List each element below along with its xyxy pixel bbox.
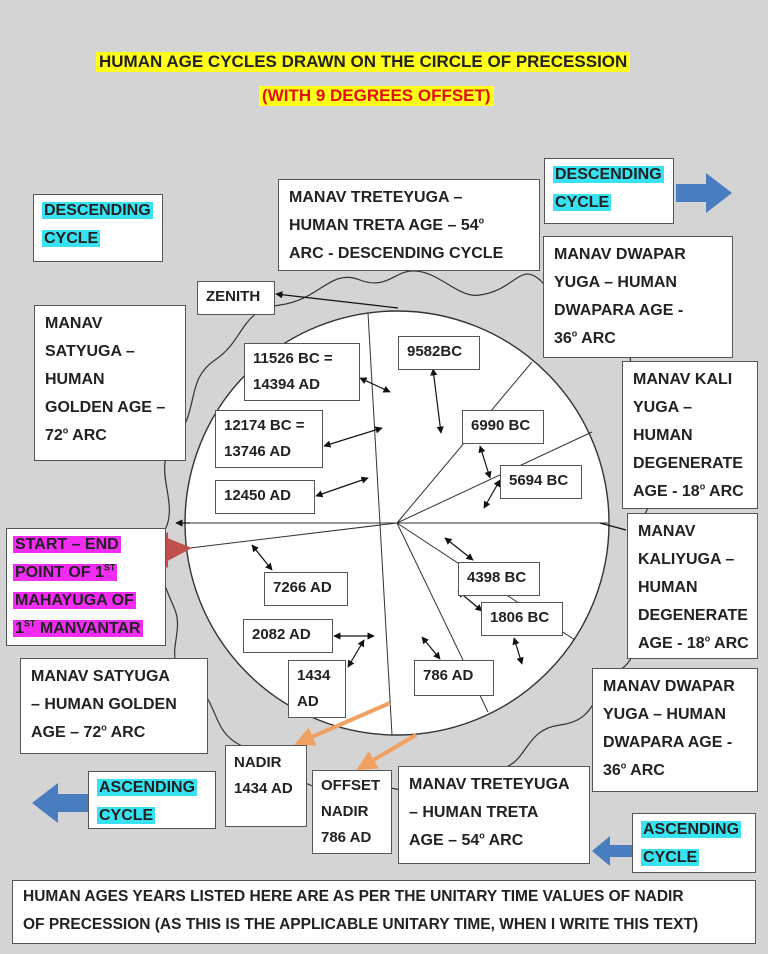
dwapar-age-bottom-box [592, 668, 758, 792]
date-12450ad-box: 12450 AD [215, 480, 315, 514]
kali-bottom-line2: KALIYUGA – [638, 551, 735, 568]
satya-bottom-line1: MANAV SATYUGA [31, 668, 170, 685]
offset-nadir-orange-arrow [360, 735, 416, 768]
treta-top-line3: ARC - DESCENDING CYCLE [289, 245, 504, 262]
dwapar-top-degrees: 36 [554, 330, 572, 347]
degree-sign: o [62, 425, 69, 436]
nadir-line2: 1434 AD [234, 780, 293, 797]
treta-age-bottom-box [398, 766, 590, 864]
dwapar-top-arc: ARC [581, 330, 616, 347]
treta-bottom-line2: – HUMAN TRETA [409, 804, 539, 821]
satya-bottom-arc: ARC [110, 724, 146, 741]
date-12174bc-line1: 12174 BC = [224, 417, 305, 434]
kali-bottom-degrees: AGE - 18 [638, 635, 705, 652]
date-4398bc-box: 4398 BC [458, 562, 540, 596]
date-11526bc-line1: 11526 BC = [253, 350, 333, 367]
start-end-line4-text: MANVANTAR [35, 620, 141, 637]
nadir-line1: NADIR [234, 754, 282, 771]
offset-nadir-line3: 786 AD [321, 829, 372, 846]
date-12174bc-line2: 13746 AD [224, 443, 291, 460]
kali-top-line1: MANAV KALI [633, 371, 733, 388]
footer-note-box [12, 880, 756, 944]
descending-cycle-left-line2: CYCLE [44, 230, 99, 247]
ascending-cycle-right-box [632, 813, 756, 873]
kali-bottom-line3: HUMAN [638, 579, 698, 596]
date-12174bc-box [215, 410, 323, 468]
treta-top-line1: MANAV TRETEYUGA – [289, 189, 463, 206]
ascending-right-arrow [592, 836, 632, 866]
satya-top-line1: MANAV [45, 315, 103, 332]
date-5694bc-box: 5694 BC [500, 465, 582, 499]
footer-line2: OF PRECESSION (AS THIS IS THE APPLICABLE UNITARY TIME, WHEN I WRITE THIS TEXT) [23, 916, 699, 933]
dwapar-top-line1: MANAV DWAPAR [554, 246, 686, 263]
nadir-box [225, 745, 307, 827]
satya-age-top-box [34, 305, 186, 461]
date-2082ad-box: 2082 AD [243, 619, 333, 653]
treta-top-line2 [289, 212, 529, 240]
descending-cycle-left-line1: DESCENDING [44, 202, 151, 219]
satya-bottom-line2: – HUMAN GOLDEN [31, 696, 177, 713]
ascending-cycle-right-line2: CYCLE [643, 849, 698, 866]
start-end-ordinal: ST [103, 562, 116, 573]
start-end-box [6, 528, 166, 646]
ascending-cycle-right-line1: ASCENDING [643, 821, 740, 838]
kali-bottom-line1: MANAV [638, 523, 696, 540]
offset-nadir-line2: NADIR [321, 803, 369, 820]
degree-sign: o [479, 830, 485, 841]
date-7266ad-box: 7266 AD [264, 572, 348, 606]
kali-top-line4: DEGENERATE [633, 455, 743, 472]
degree-sign: o [101, 722, 107, 733]
dwapar-bottom-line2: YUGA – HUMAN [603, 706, 726, 723]
diagram-title: HUMAN AGE CYCLES DRAWN ON THE CIRCLE OF PRECESSION [96, 52, 630, 72]
dwapar-top-line3: DWAPARA AGE - [554, 302, 684, 319]
dwapar-bottom-line1: MANAV DWAPAR [603, 678, 735, 695]
dwapar-top-line2: YUGA – HUMAN [554, 274, 677, 291]
date-1434ad-box [288, 660, 346, 718]
date-1806bc-box: 1806 BC [481, 602, 563, 636]
diagram-subtitle: (WITH 9 DEGREES OFFSET) [259, 86, 494, 106]
descending-cycle-left-box [33, 194, 163, 262]
satya-bottom-line3: AGE – 72 [31, 724, 102, 741]
offset-nadir-line1: OFFSET [321, 777, 381, 794]
start-end-ordinal-2: ST [23, 618, 36, 629]
dwapar-bottom-line3: DWAPARA AGE - [603, 734, 733, 751]
ascending-left-arrow [32, 783, 88, 823]
kali-bottom-line4: DEGENERATE [638, 607, 748, 624]
ascending-cycle-left-box [88, 771, 216, 829]
degree-sign: o [620, 760, 627, 771]
dwapar-bottom-degrees: 36 [603, 762, 621, 779]
date-6990bc-box: 6990 BC [462, 410, 544, 444]
footer-line1: HUMAN AGES YEARS LISTED HERE ARE AS PER THE UNITARY TIME VALUES OF NADIR [23, 888, 684, 905]
dwapar-age-top-box [543, 236, 733, 358]
treta-top-line2-text: HUMAN TRETA AGE – 54 [289, 217, 479, 234]
ascending-cycle-left-line1: ASCENDING [99, 779, 196, 796]
satya-top-line2: SATYUGA – [45, 343, 135, 360]
kali-age-bottom-box [627, 513, 758, 659]
date-786ad-box: 786 AD [414, 660, 494, 696]
satya-top-degrees: 72 [45, 427, 63, 444]
date-11526bc-box [244, 343, 360, 401]
descending-cycle-right-line1: DESCENDING [555, 166, 662, 183]
treta-bottom-line3: AGE – 54 [409, 832, 480, 849]
satya-top-line4: GOLDEN AGE – [45, 399, 166, 416]
kali-top-line2: YUGA – [633, 399, 692, 416]
ascending-cycle-left-line2: CYCLE [99, 807, 154, 824]
degree-sign: o [478, 215, 485, 226]
satya-top-line3: HUMAN [45, 371, 105, 388]
kali-top-arc: ARC [709, 483, 744, 500]
descending-cycle-right-box [544, 158, 674, 224]
kali-bottom-arc: ARC [714, 635, 749, 652]
date-1434ad-line2: AD [297, 693, 319, 710]
kali-top-line3: HUMAN [633, 427, 693, 444]
treta-age-top-box [278, 179, 540, 271]
start-end-line1: START – END [15, 536, 119, 553]
satya-top-arc: ARC [72, 427, 107, 444]
dwapar-bottom-arc: ARC [630, 762, 665, 779]
start-end-line3: MAHAYUGA OF [15, 592, 134, 609]
kali-age-top-box [622, 361, 758, 509]
offset-nadir-box [312, 770, 392, 854]
descending-cycle-right-line2: CYCLE [555, 194, 610, 211]
kali-top-degrees: AGE - 18 [633, 483, 700, 500]
date-9582bc-box: 9582BC [398, 336, 480, 370]
start-end-line4-num: 1 [15, 620, 24, 637]
date-11526bc-line2: 14394 AD [253, 376, 320, 393]
satya-age-bottom-box [20, 658, 208, 754]
zenith-box: ZENITH [197, 281, 275, 315]
degree-sign: o [704, 633, 711, 644]
descending-right-arrow [676, 173, 732, 213]
start-end-line2: POINT OF 1 [15, 564, 104, 581]
degree-sign: o [571, 328, 578, 339]
treta-bottom-arc: ARC [488, 832, 524, 849]
date-1434ad-line1: 1434 [297, 667, 331, 684]
treta-bottom-line1: MANAV TRETEYUGA [409, 776, 570, 793]
degree-sign: o [699, 481, 706, 492]
zenith-pointer [276, 294, 398, 308]
